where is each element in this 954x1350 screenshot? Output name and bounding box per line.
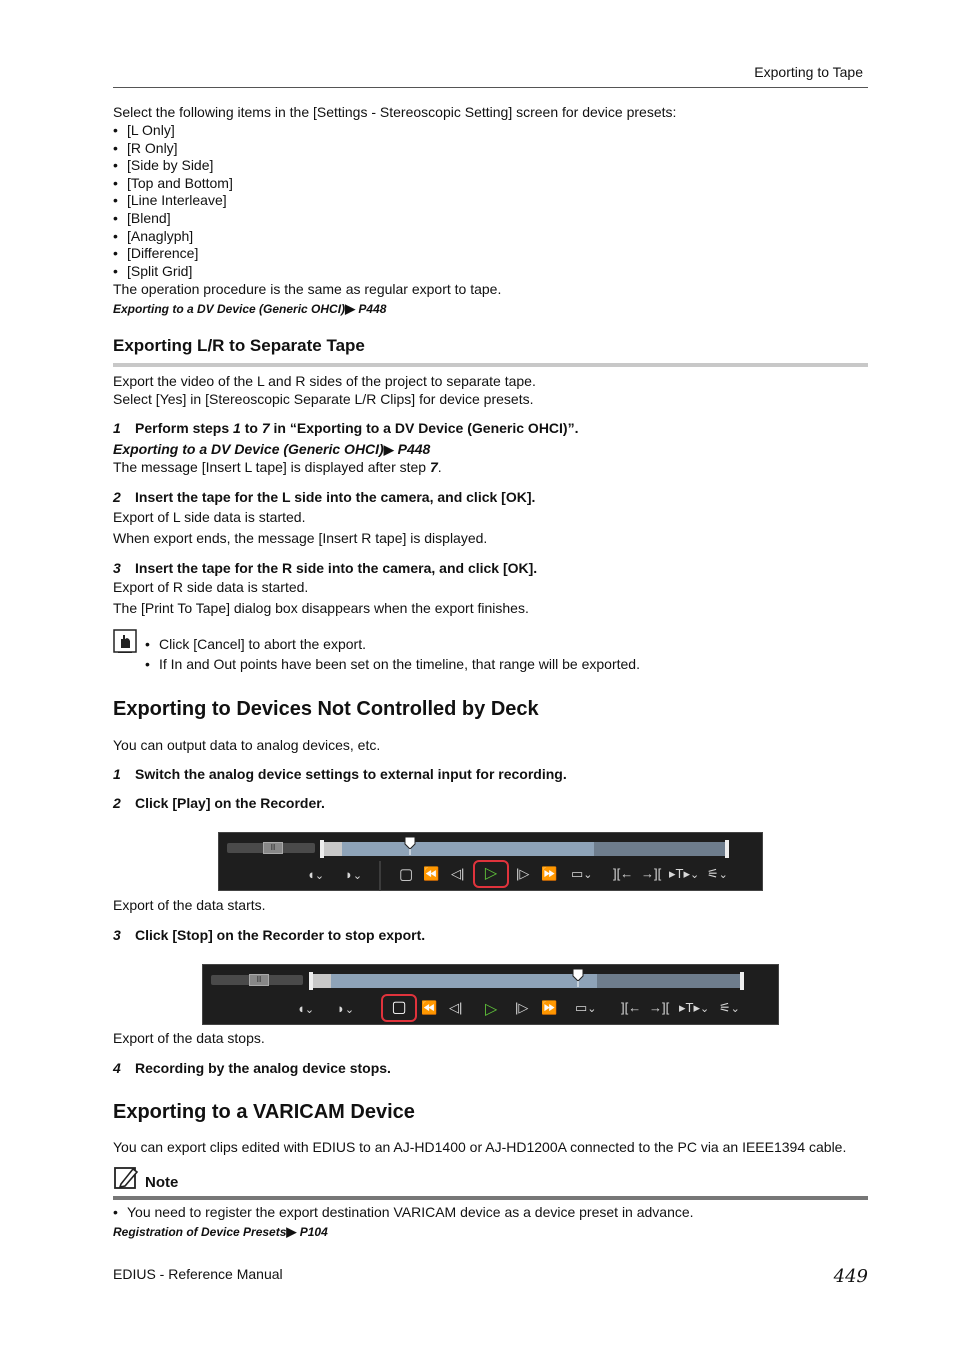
step-number: 2 [113, 489, 121, 505]
mark-out-button[interactable]: ◗⌄ [345, 867, 362, 882]
step-text: Insert the tape for the L side into the camera, and click [OK]. [135, 489, 536, 505]
step-number: 4 [113, 1060, 121, 1076]
recorder-toolbar [219, 863, 764, 889]
shuttle-slider[interactable] [227, 843, 315, 853]
note-text: . [437, 459, 442, 475]
step-text: Switch the analog device settings to external input for recording. [135, 766, 567, 782]
footer-title: EDIUS - Reference Manual [113, 1266, 283, 1282]
note-icon [113, 1165, 139, 1191]
reference-page: P104 [299, 1225, 328, 1239]
timeline-bar[interactable] [309, 974, 743, 988]
recorder-controls-play [218, 832, 763, 891]
reference-page: P448 [397, 441, 431, 457]
intro-text: Select the following items in the [Settings - Stereoscopic Setting] screen for device presets: [113, 104, 677, 120]
header-title: Exporting to Tape [754, 64, 863, 80]
out-marker [740, 972, 744, 990]
step-number: 1 [113, 766, 121, 782]
paragraph: You can output data to analog devices, etc. [113, 737, 381, 753]
step-back-button[interactable]: ◁| [449, 1000, 463, 1015]
step-text: Recording by the analog device stops. [135, 1060, 391, 1076]
note-text: The message [Insert L tape] is displayed after step [113, 459, 430, 475]
arrow-right-icon: ▶ [345, 301, 356, 316]
list-item: • [Anaglyph] [113, 228, 233, 246]
go-to-in-button[interactable]: ][← [621, 1000, 642, 1015]
shuttle-slider[interactable] [211, 975, 303, 985]
step-reference-link[interactable] [113, 441, 430, 458]
go-to-in-button[interactable]: ][← [613, 866, 634, 881]
out-marker [725, 840, 729, 858]
step-ref: 7 [429, 459, 438, 475]
note-rule [113, 1196, 868, 1200]
tip-item [145, 656, 640, 674]
stop-button[interactable]: ▢ [399, 866, 414, 883]
list-item: • [Top and Bottom] [113, 175, 233, 193]
play-button[interactable]: ▷ [485, 1001, 498, 1018]
in-marker [320, 840, 324, 858]
play-button[interactable]: ▷ [473, 860, 509, 888]
step-text: Click [Play] on the Recorder. [135, 795, 325, 811]
step-number: 3 [113, 927, 121, 943]
step-ref: 1 [233, 420, 241, 436]
bullet: • [145, 636, 150, 652]
list-item: • [Blend] [113, 210, 233, 228]
rewind-button[interactable]: ⏪ [423, 866, 440, 881]
reference-text: Exporting to a DV Device (Generic OHCI) [113, 441, 384, 457]
list-item: • [Difference] [113, 245, 233, 263]
recorder-toolbar [203, 997, 780, 1023]
in-marker [309, 972, 313, 990]
hint-icon [113, 629, 137, 653]
range-remaining [597, 974, 743, 988]
step-3 [113, 560, 537, 576]
step-number: 3 [113, 560, 121, 576]
go-to-out-button[interactable]: →][ [649, 1000, 670, 1015]
go-to-out-button[interactable]: →][ [641, 866, 662, 881]
loop-button[interactable]: ▭⌄ [575, 1000, 597, 1015]
paragraph: Select [Yes] in [Stereoscopic Separate L/R Clips] for device presets. [113, 391, 534, 407]
step-4 [113, 1060, 391, 1076]
list-item: • [Line Interleave] [113, 192, 233, 210]
bullet: • [145, 656, 150, 672]
playhead-marker[interactable] [404, 837, 416, 855]
paragraph: You can export clips edited with EDIUS to an AJ-HD1400 or AJ-HD1200A connected to the PC via an IEEE1394 cable. [113, 1139, 847, 1155]
shuttle-handle[interactable]: II [249, 974, 269, 986]
intro-after: The operation procedure is the same as regular export to tape. [113, 281, 502, 297]
step-back-button[interactable]: ◁| [451, 866, 465, 881]
section-title: Exporting to a VARICAM Device [113, 1101, 415, 1123]
paragraph: Export of R side data is started. [113, 579, 309, 595]
recorder-controls-stop [202, 964, 779, 1025]
paragraph: The [Print To Tape] dialog box disappears when the export finishes. [113, 600, 529, 616]
list-item: • [Side by Side] [113, 157, 233, 175]
step-forward-button[interactable]: |▷ [516, 866, 530, 881]
reference-page: P448 [358, 302, 387, 316]
audio-button[interactable]: ⚟⌄ [719, 1000, 740, 1015]
tip-item [145, 636, 366, 654]
range-remaining [594, 842, 728, 856]
paragraph: Export of the data starts. [113, 897, 266, 913]
section-title: Exporting to Devices Not Controlled by Deck [113, 698, 539, 720]
note-item [113, 1204, 694, 1222]
fast-forward-button[interactable]: ⏩ [541, 1000, 558, 1015]
fast-forward-button[interactable]: ⏩ [541, 866, 558, 881]
timeline-bar[interactable] [320, 842, 728, 856]
stop-button[interactable]: ▢ [381, 994, 417, 1022]
mark-in-button[interactable]: ◖⌄ [307, 867, 324, 882]
reference-text: Registration of Device Presets [113, 1225, 287, 1239]
mark-out-button[interactable]: ◗⌄ [337, 1001, 354, 1016]
step-text: in “Exporting to a DV Device (Generic OHCI)”. [269, 420, 579, 436]
note-label: Note [145, 1174, 179, 1191]
step-3 [113, 927, 425, 943]
rewind-button[interactable]: ⏪ [421, 1000, 438, 1015]
step-1 [113, 766, 567, 782]
paragraph: Export the video of the L and R sides of the project to separate tape. [113, 373, 536, 389]
audio-button[interactable]: ⚟⌄ [707, 866, 728, 881]
step-text: to [240, 420, 262, 436]
reference-text: Exporting to a DV Device (Generic OHCI) [113, 302, 346, 316]
paragraph: Export of L side data is started. [113, 509, 306, 525]
loop-button[interactable]: ▭⌄ [571, 866, 593, 881]
step-text: Click [Stop] on the Recorder to stop export. [135, 927, 426, 943]
shuttle-handle[interactable]: II [263, 842, 283, 854]
bullet: • [113, 1204, 118, 1220]
arrow-right-icon: ▶ [286, 1224, 297, 1239]
step-2 [113, 489, 535, 505]
step-number: 2 [113, 795, 121, 811]
tip-text: If In and Out points have been set on the timeline, that range will be exported. [159, 656, 640, 672]
set-in-button[interactable]: ▸T▸⌄ [679, 1000, 710, 1015]
step-note [113, 459, 442, 477]
paragraph: Export of the data stops. [113, 1030, 265, 1046]
paragraph: When export ends, the message [Insert R tape] is displayed. [113, 530, 488, 546]
note-text: You need to register the export destination VARICAM device as a device preset in advance. [127, 1204, 694, 1220]
mark-in-button[interactable]: ◖⌄ [297, 1001, 314, 1016]
section-title: Exporting L/R to Separate Tape [113, 336, 365, 355]
step-text: Insert the tape for the R side into the camera, and click [OK]. [135, 560, 538, 576]
step-text: Perform steps [135, 420, 234, 436]
playhead-marker[interactable] [572, 969, 584, 987]
section-rule [113, 363, 868, 367]
list-item: • [Split Grid] [113, 263, 233, 281]
step-number: 1 [113, 420, 121, 436]
list-item: • [L Only] [113, 122, 233, 140]
set-in-button[interactable]: ▸T▸⌄ [669, 866, 700, 881]
preset-list [113, 122, 233, 280]
step-2 [113, 795, 325, 811]
tip-text: Click [Cancel] to abort the export. [159, 636, 366, 652]
list-item: • [R Only] [113, 140, 233, 158]
page-header [113, 0, 868, 88]
step-1 [113, 420, 578, 436]
intro-reference-link[interactable] [113, 301, 386, 317]
step-ref: 7 [261, 420, 270, 436]
note-reference-link[interactable] [113, 1224, 328, 1240]
arrow-right-icon: ▶ [383, 442, 394, 457]
page-number: 449 [833, 1266, 868, 1287]
step-forward-button[interactable]: |▷ [515, 1000, 529, 1015]
